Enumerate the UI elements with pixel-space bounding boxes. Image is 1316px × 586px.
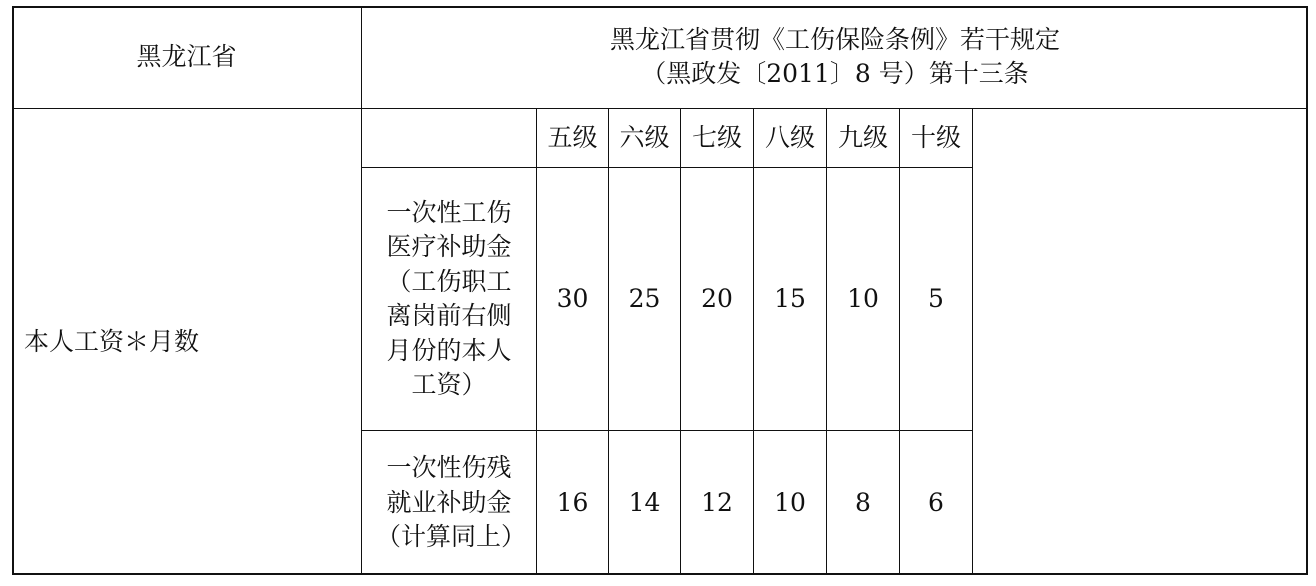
level-header-7: 七级 bbox=[691, 122, 742, 152]
table-cell: 6 bbox=[928, 487, 944, 517]
col-divider-10 bbox=[972, 108, 973, 575]
table-cell: 30 bbox=[556, 283, 589, 313]
table-cell: 14 bbox=[628, 487, 661, 517]
row-label-employment-subsidy: 一次性伤残就业补助金（计算同上） bbox=[376, 453, 527, 552]
table-cell: 8 bbox=[855, 487, 871, 517]
table-cell: 16 bbox=[556, 487, 589, 517]
level-header-9: 九级 bbox=[837, 122, 888, 152]
formula-label: 本人工资＊月数 bbox=[24, 326, 200, 356]
level-header-10: 十级 bbox=[910, 122, 961, 152]
regulation-line-1: 黑龙江省贯彻《工伤保险条例》若干规定 bbox=[609, 24, 1060, 54]
level-header-8: 八级 bbox=[764, 122, 815, 152]
table-cell: 25 bbox=[628, 283, 661, 313]
level-header-5: 五级 bbox=[547, 122, 598, 152]
row-label-medical-subsidy: 一次性工伤医疗补助金（工伤职工离岗前右侧月份的本人工资） bbox=[386, 197, 512, 399]
table-cell: 5 bbox=[928, 283, 944, 313]
regulation-line-2: （黑政发〔2011〕8 号）第十三条 bbox=[641, 59, 1029, 88]
table-cell: 10 bbox=[774, 487, 806, 517]
table-cell: 10 bbox=[847, 283, 879, 313]
table-cell: 15 bbox=[774, 283, 806, 313]
level-header-6: 六级 bbox=[619, 122, 670, 152]
table-cell: 20 bbox=[701, 283, 733, 313]
table-cell: 12 bbox=[701, 487, 733, 517]
province-label: 黑龙江省 bbox=[136, 41, 237, 71]
regulation-title bbox=[362, 6, 1308, 108]
